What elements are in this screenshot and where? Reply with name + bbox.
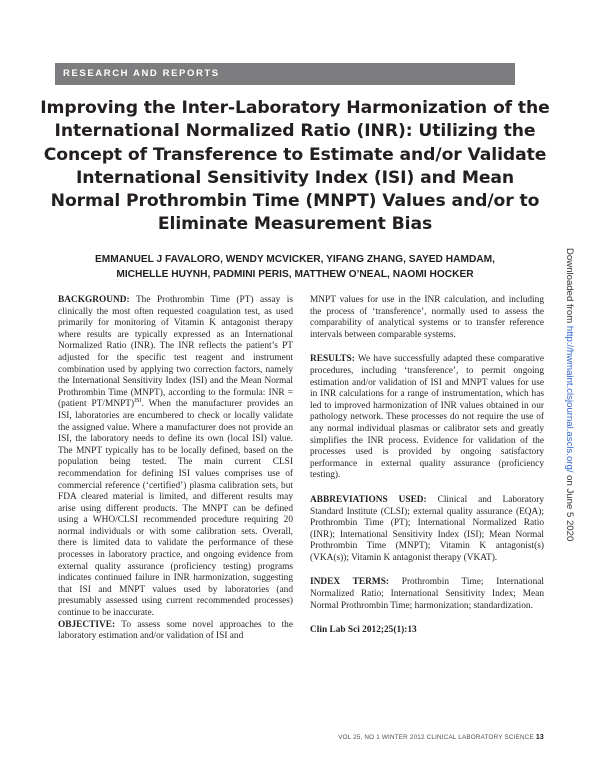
download-link[interactable]: http://hwmaint.clsjournal.ascls.org/ — [564, 325, 575, 473]
author-list — [40, 253, 550, 282]
objective-paragraph — [58, 620, 293, 643]
index-terms-paragraph — [310, 577, 544, 612]
abstract-right-column — [310, 295, 544, 637]
download-notice — [564, 248, 575, 541]
index-terms-label: INDEX TERMS: — [310, 577, 390, 588]
background-superscript: ISI — [134, 398, 142, 405]
abbreviations-paragraph — [310, 495, 544, 565]
objective-text-a: To assess some novel approaches to the laboratory estimation and/or validation of ISI and — [58, 619, 293, 642]
author-line-1: EMMANUEL J FAVALORO, WENDY MCVICKER, YIFANG ZHANG, SAYED HAMDAM, — [95, 254, 495, 265]
page-number: 13 — [535, 734, 544, 741]
article-title: Improving the Inter-Laboratory Harmonization of the International Normalized Ratio (INR): Utilizing the Concept of Transference to Estimate and/or Validate International Sensitivity Index (ISI) and Mean Normal Prothrombin Time (MNPT) Values and/or to Eliminate Measurement Bias — [40, 98, 550, 235]
background-label: BACKGROUND: — [58, 295, 130, 305]
page-footer — [300, 734, 544, 741]
objective-continued: MNPT values for use in the INR calculation, and including the process of ‘transference’, normally used to assess the comparability of analytical systems or to transfer reference intervals between comparable systems. — [310, 295, 544, 340]
abbreviations-text: Clinical and Laboratory Standard Institute (CLSI); external quality assurance (EQA); Prothrombin Time (PT); International Normalized Ratio (INR); International Sensitivity Index (ISI); Mean Normal Prothrombin Time (MNPT); Vitamin K antagonist(s) (VKA(s)); Vitamin K antagonist therapy (VKAT). — [310, 494, 544, 563]
background-text-b: . When the manufacturer provides an ISI, laboratories are encumbered to check or locally validate the assigned value. Where a manufacturer does not provide an ISI, the laboratory needs to define its own (local ISI) value. The MNPT typically has to be locally defined, based on the population being tested. The main current CLSI recommendation for defining ISI values comprises use of commercial reference (‘certified’) plasma calibration sets, but FDA cleared material is limited, and different results may arise using different products. The MNPT can be defined using a WHO/CLSI recommended procedure requiring 20 normal individuals or with some calibration sets. Overall, there is limited data to validate the performance of these processes in laboratory practice, and ongoing evidence from external quality assurance (proficiency testing) programs indicates continued failure in INR harmonization, suggesting that ISI and MNPT values used by laboratories (and presumably assessed using current recommended processes) continue to be inaccurate. — [58, 399, 293, 619]
results-label: RESULTS: — [310, 354, 355, 365]
index-terms-text: Prothrombin Time; International Normalized Ratio; International Sensitivity Index; Mean Normal Prothrombin Time; harmonization; standardization. — [310, 577, 544, 611]
results-text: We have successfully adapted these comparative procedures, including ‘transference’, to permit ongoing estimation and/or validation of ISI and MNPT values for use in INR calculations for a range of instrumentation, which has led to improved harmonization of INR values obtained in our pathology network. These processes do not require the use of any normal individual plasmas or calibrator sets and greatly simplifies the INR process. Evidence for validation of the processes used is provided by ongoing satisfactory performance in external quality assurance (proficiency testing). — [310, 354, 544, 481]
section-banner: RESEARCH AND REPORTS — [55, 63, 515, 85]
author-line-2: MICHELLE HUYNH, PADMINI PERIS, MATTHEW O’NEAL, NAOMI HOCKER — [116, 268, 474, 280]
download-prefix: Downloaded from — [564, 248, 575, 326]
background-paragraph — [58, 295, 293, 620]
journal-info: VOL 25, NO 1 WINTER 2012 CLINICAL LABORATORY SCIENCE — [338, 734, 534, 741]
background-text-a: The Prothrombin Time (PT) assay is clinically the most often requested coagulation test, as used primarily for monitoring of Vitamin K antagonist therapy where results are typically expressed as an International Normalized Ratio (INR). The INR reflects the patient’s PT adjusted for the specific test reagent and instrument combination used by applying two correction factors, namely the International Sensitivity Index (ISI) and the Mean Normal Prothrombin Time (MNPT), according to the formula: INR = (patient PT/MNPT) — [58, 295, 294, 410]
citation: Clin Lab Sci 2012;25(1):13 — [310, 625, 417, 636]
objective-label: OBJECTIVE: — [58, 619, 116, 630]
results-paragraph — [310, 354, 544, 482]
abstract-left-column — [58, 295, 293, 643]
download-suffix: on June 5 2020 — [564, 472, 575, 542]
abbreviations-label: ABBREVIATIONS USED: — [310, 494, 427, 505]
